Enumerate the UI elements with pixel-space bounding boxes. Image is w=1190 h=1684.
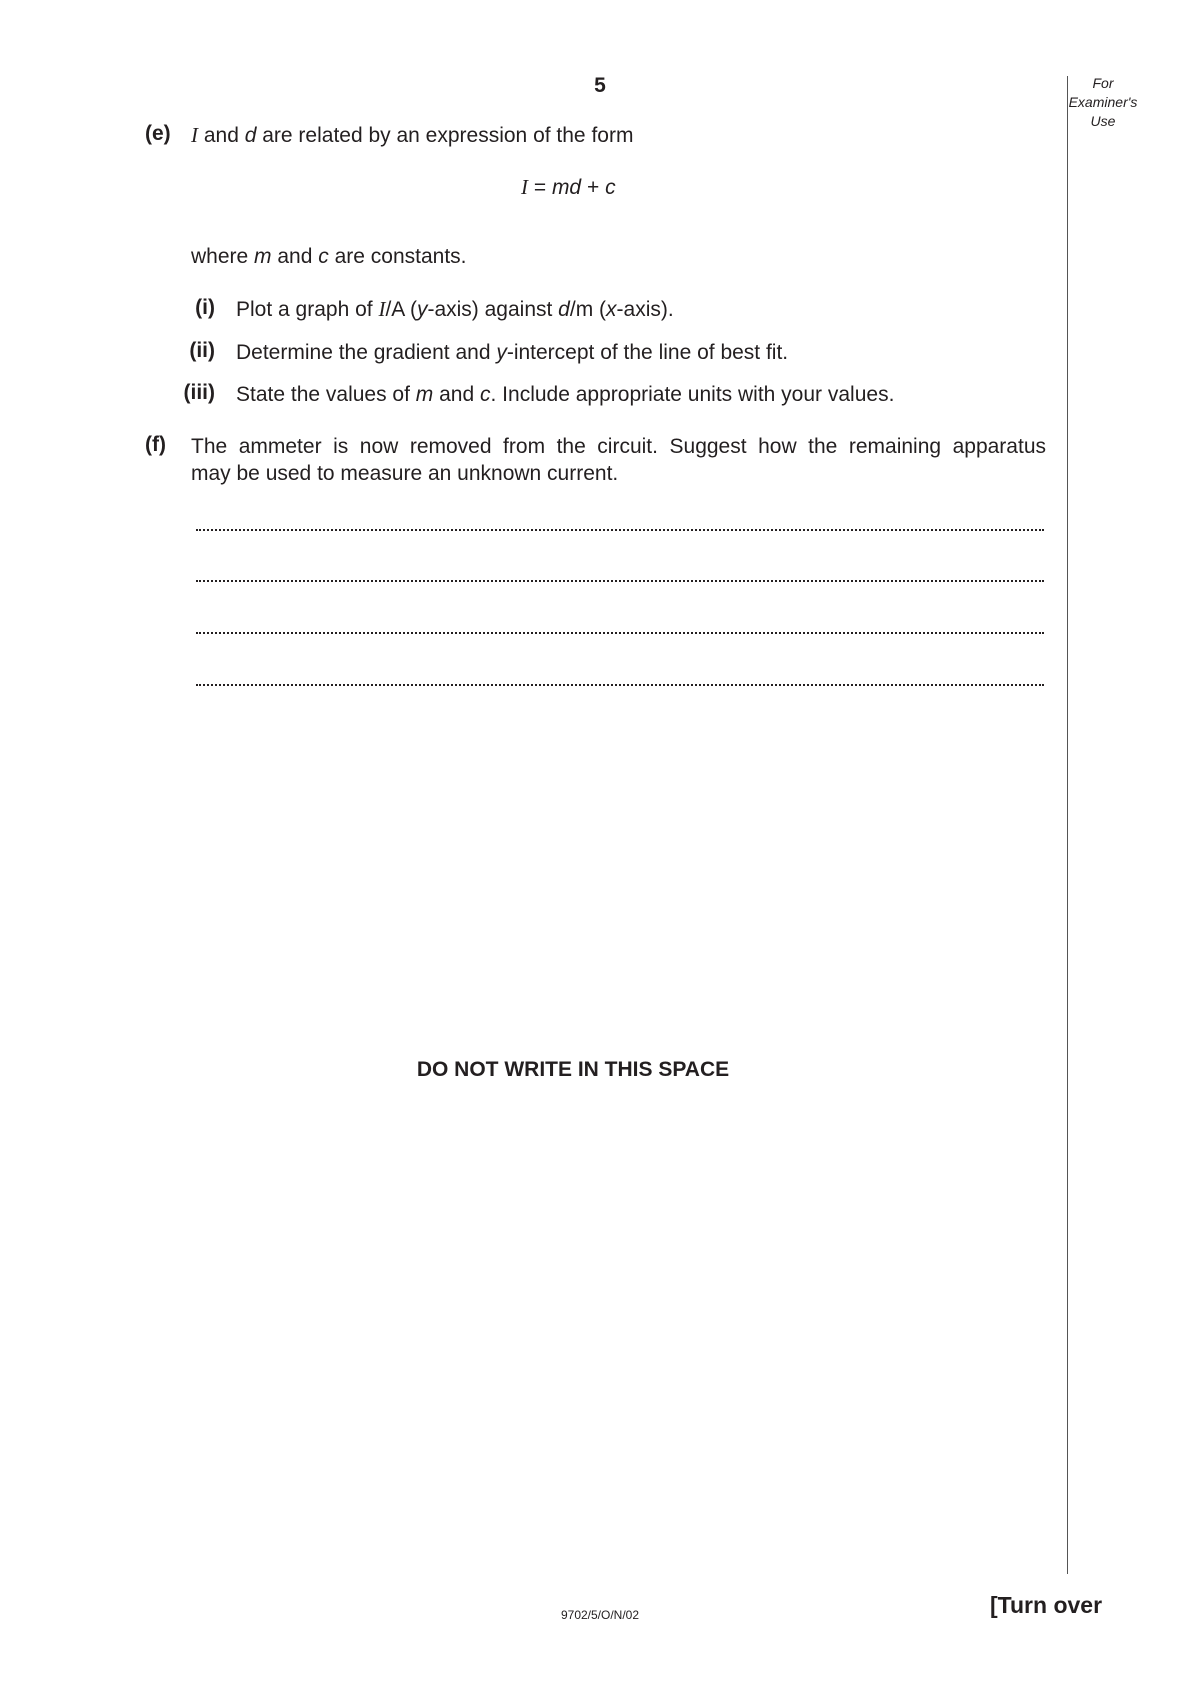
examiner-use-label xyxy=(1058,74,1148,131)
sub-i-var-x: x xyxy=(606,298,617,321)
sub-i-t5: -axis) against xyxy=(427,298,559,321)
sub-ii-text xyxy=(236,339,788,366)
examiner-margin-line xyxy=(1067,76,1068,1574)
eq-c: c xyxy=(605,176,616,199)
answer-line-4[interactable] xyxy=(196,676,1044,686)
eq-lhs: I xyxy=(521,175,528,199)
eq-md: md xyxy=(551,176,582,199)
sub-i-text xyxy=(236,296,674,323)
sub-ii-label: (ii) xyxy=(189,339,215,362)
sub-ii-t3: -intercept of the line of best fit. xyxy=(506,341,789,364)
text-and: and xyxy=(198,124,245,147)
sub-i-var-y: y xyxy=(416,298,428,321)
sub-ii-var-y: y xyxy=(496,341,507,364)
part-e-intro xyxy=(191,122,633,149)
sub-iii-var-c: c xyxy=(480,383,491,406)
sub-i-t7: /m ( xyxy=(569,298,607,321)
answer-line-1[interactable] xyxy=(196,521,1044,531)
where-constants xyxy=(191,243,467,270)
part-f-line-1: The ammeter is now removed from the circuit. Suggest how the remaining apparatus xyxy=(191,435,1046,458)
where-c: c xyxy=(318,245,329,268)
examiner-label-line-1: For xyxy=(1092,75,1114,91)
paper-code: 9702/5/O/N/02 xyxy=(560,1608,640,1622)
text-related: are related by an expression of the form xyxy=(256,124,634,147)
sub-iii-var-m: m xyxy=(415,383,434,406)
sub-iii-t1: State the values of xyxy=(236,383,416,406)
sub-i-var-d: d xyxy=(558,298,570,321)
eq-equals: = xyxy=(528,176,552,199)
part-f-text xyxy=(191,433,1046,487)
sub-iii-t3: and xyxy=(433,383,481,406)
sub-ii-t1: Determine the gradient and xyxy=(236,341,497,364)
sub-i-label: (i) xyxy=(195,296,215,319)
part-e-label: (e) xyxy=(145,122,171,145)
sub-iii-t5: . Include appropriate units with your values. xyxy=(490,383,895,406)
sub-i-t9: -axis). xyxy=(616,298,674,321)
turn-over: [Turn over xyxy=(990,1592,1103,1618)
sub-iii-label: (iii) xyxy=(183,381,215,404)
answer-line-3[interactable] xyxy=(196,624,1044,634)
sub-i-t1: Plot a graph of xyxy=(236,298,379,321)
where-and: and xyxy=(271,245,319,268)
where-m: m xyxy=(254,245,272,268)
sub-iii-text xyxy=(236,381,894,408)
page-number: 5 xyxy=(594,74,606,97)
part-f-label: (f) xyxy=(145,433,166,456)
equation xyxy=(521,174,616,201)
part-f-line-2: may be used to measure an unknown current. xyxy=(191,462,619,485)
sub-i-t3: /A ( xyxy=(385,298,417,321)
answer-line-2[interactable] xyxy=(196,572,1044,582)
var-i: I xyxy=(191,123,198,147)
sub-i-var-i: I xyxy=(378,297,386,321)
where-end: are constants. xyxy=(328,245,467,268)
do-not-write-notice: DO NOT WRITE IN THIS SPACE xyxy=(416,1058,730,1081)
examiner-label-line-2: Examiner's xyxy=(1068,94,1138,110)
examiner-label-line-3: Use xyxy=(1090,113,1116,129)
where-text: where xyxy=(191,245,255,268)
eq-plus: + xyxy=(581,176,606,199)
var-d: d xyxy=(244,124,257,147)
